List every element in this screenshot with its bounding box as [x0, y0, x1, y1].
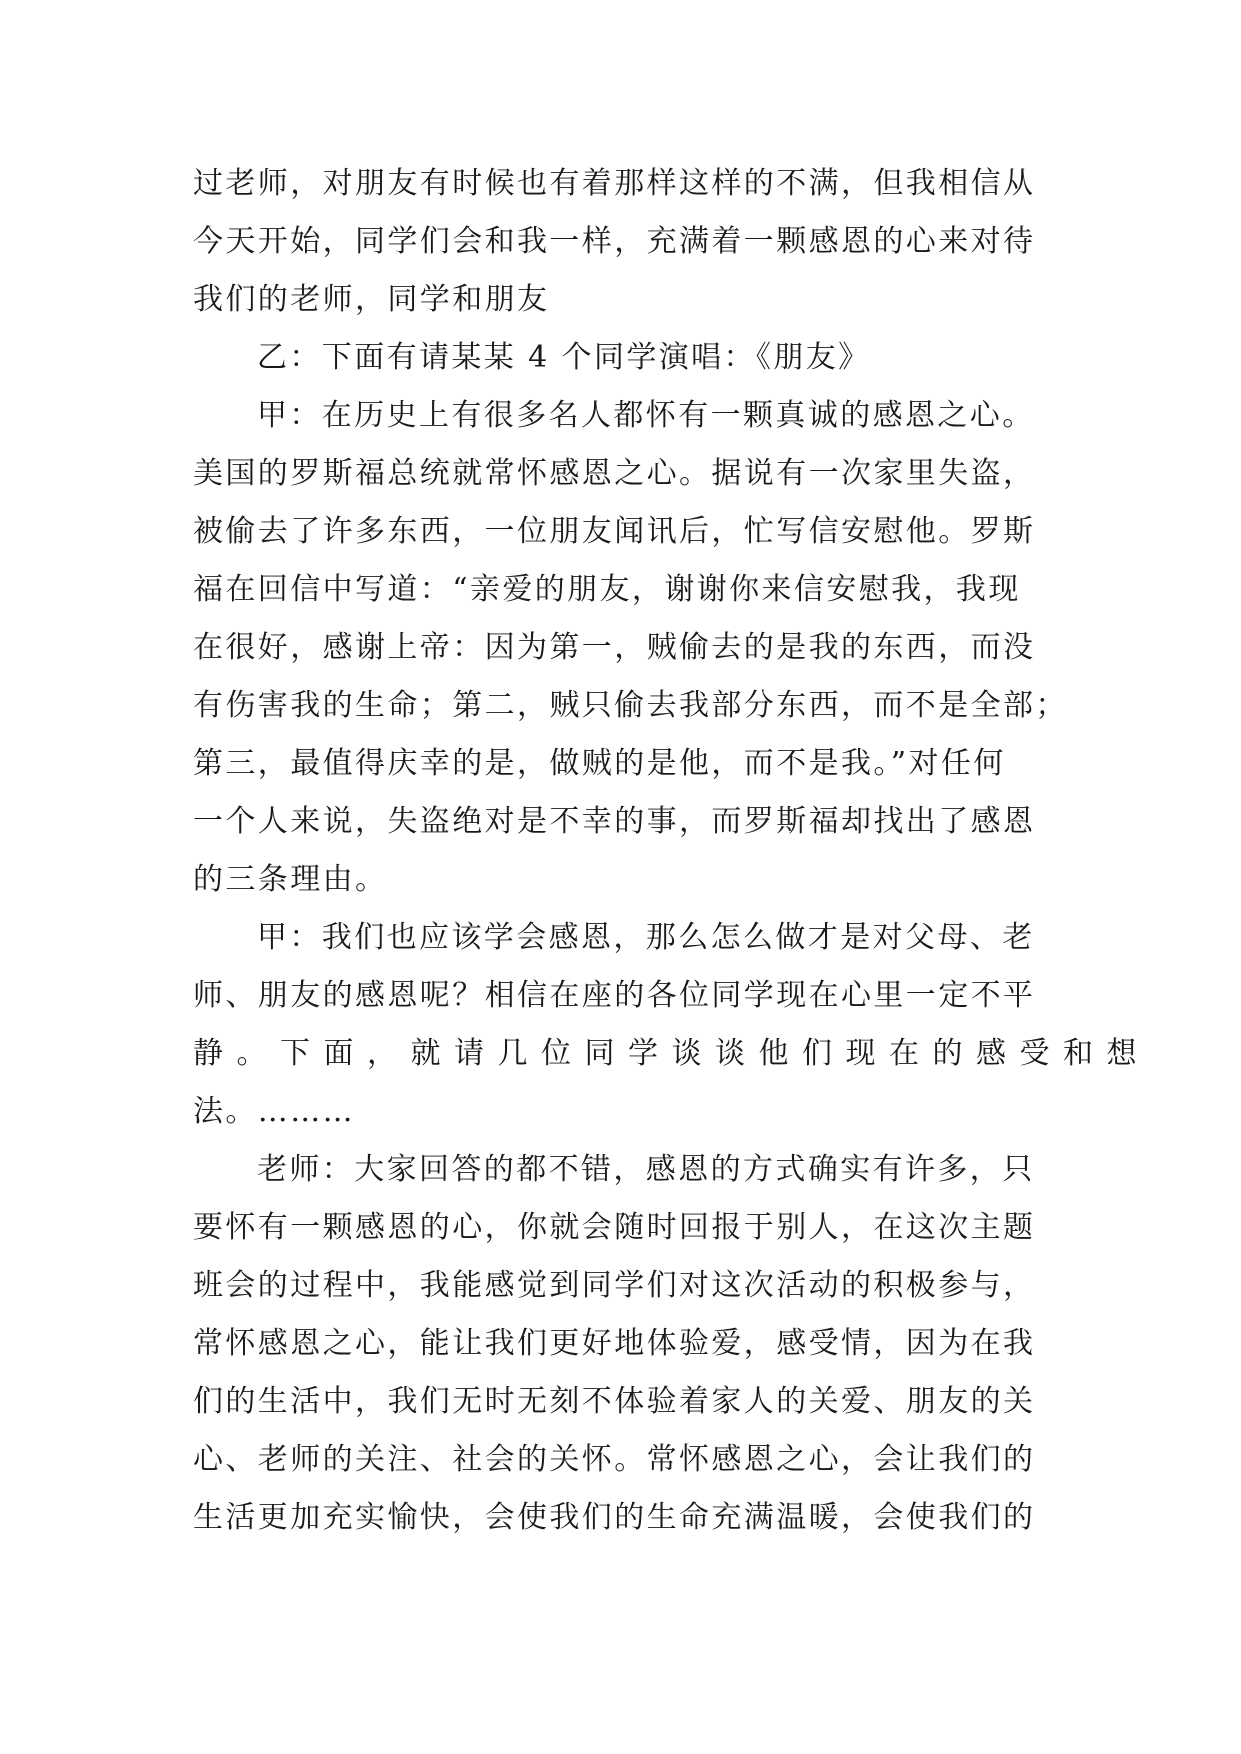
- paragraph-teacher-summary: [193, 1141, 1053, 1547]
- text-line: 第三，最值得庆幸的是，做贼的是他，而不是我。”对任何: [193, 746, 1006, 781]
- text-line: 在很好，感谢上帝：因为第一，贼偷去的是我的东西，而没: [193, 630, 1036, 665]
- text-line: 生活更加充实愉快，会使我们的生命充满温暖，会使我们的: [193, 1500, 1036, 1535]
- paragraph-continuation: [193, 155, 1053, 329]
- text-line: 们的生活中，我们无时无刻不体验着家人的关爱、朋友的关: [193, 1384, 1036, 1419]
- text-line: 我们的老师，同学和朋友: [193, 282, 550, 317]
- text-line: 有伤害我的生命；第二，贼只偷去我部分东西，而不是全部；: [193, 688, 1068, 723]
- paragraph-song-announcement: [193, 329, 1053, 387]
- text-line: 老师：大家回答的都不错，感恩的方式确实有许多，只: [257, 1152, 1035, 1187]
- text-line: 美国的罗斯福总统就常怀感恩之心。据说有一次家里失盗，: [193, 456, 1036, 491]
- text-line: 甲：我们也应该学会感恩，那么怎么做才是对父母、老: [257, 920, 1035, 955]
- paragraph-gratitude-question: [193, 909, 1150, 1141]
- text-line: 班会的过程中，我能感觉到同学们对这次活动的积极参与，: [193, 1268, 1036, 1303]
- text-line: 师、朋友的感恩呢？相信在座的各位同学现在心里一定不平: [193, 978, 1036, 1013]
- text-line: 常怀感恩之心，能让我们更好地体验爱，感受情，因为在我: [193, 1326, 1036, 1361]
- text-line: 甲：在历史上有很多名人都怀有一颗真诚的感恩之心。: [257, 398, 1035, 433]
- text-line: 今天开始，同学们会和我一样，充满着一颗感恩的心来对待: [193, 224, 1036, 259]
- text-line: 被偷去了许多东西，一位朋友闻讯后，忙写信安慰他。罗斯: [193, 514, 1036, 549]
- document-body: [193, 155, 1150, 1547]
- text-line: 要怀有一颗感恩的心，你就会随时回报于别人，在这次主题: [193, 1210, 1036, 1245]
- text-line: 福在回信中写道：“亲爱的朋友，谢谢你来信安慰我，我现: [193, 572, 1021, 607]
- text-line: 法。………: [193, 1094, 355, 1129]
- text-line: 的三条理由。: [193, 862, 388, 897]
- text-line: 一个人来说，失盗绝对是不幸的事，而罗斯福却找出了感恩: [193, 804, 1036, 839]
- text-line: 静。下面，就请几位同学谈谈他们现在的感受和想: [193, 1036, 1150, 1071]
- text-line: 心、老师的关注、社会的关怀。常怀感恩之心，会让我们的: [193, 1442, 1036, 1477]
- text-line: 过老师，对朋友有时候也有着那样这样的不满，但我相信从: [193, 166, 1036, 201]
- text-line: 乙：下面有请某某 4 个同学演唱：《朋友》: [257, 340, 871, 375]
- paragraph-roosevelt-story: [193, 387, 1068, 909]
